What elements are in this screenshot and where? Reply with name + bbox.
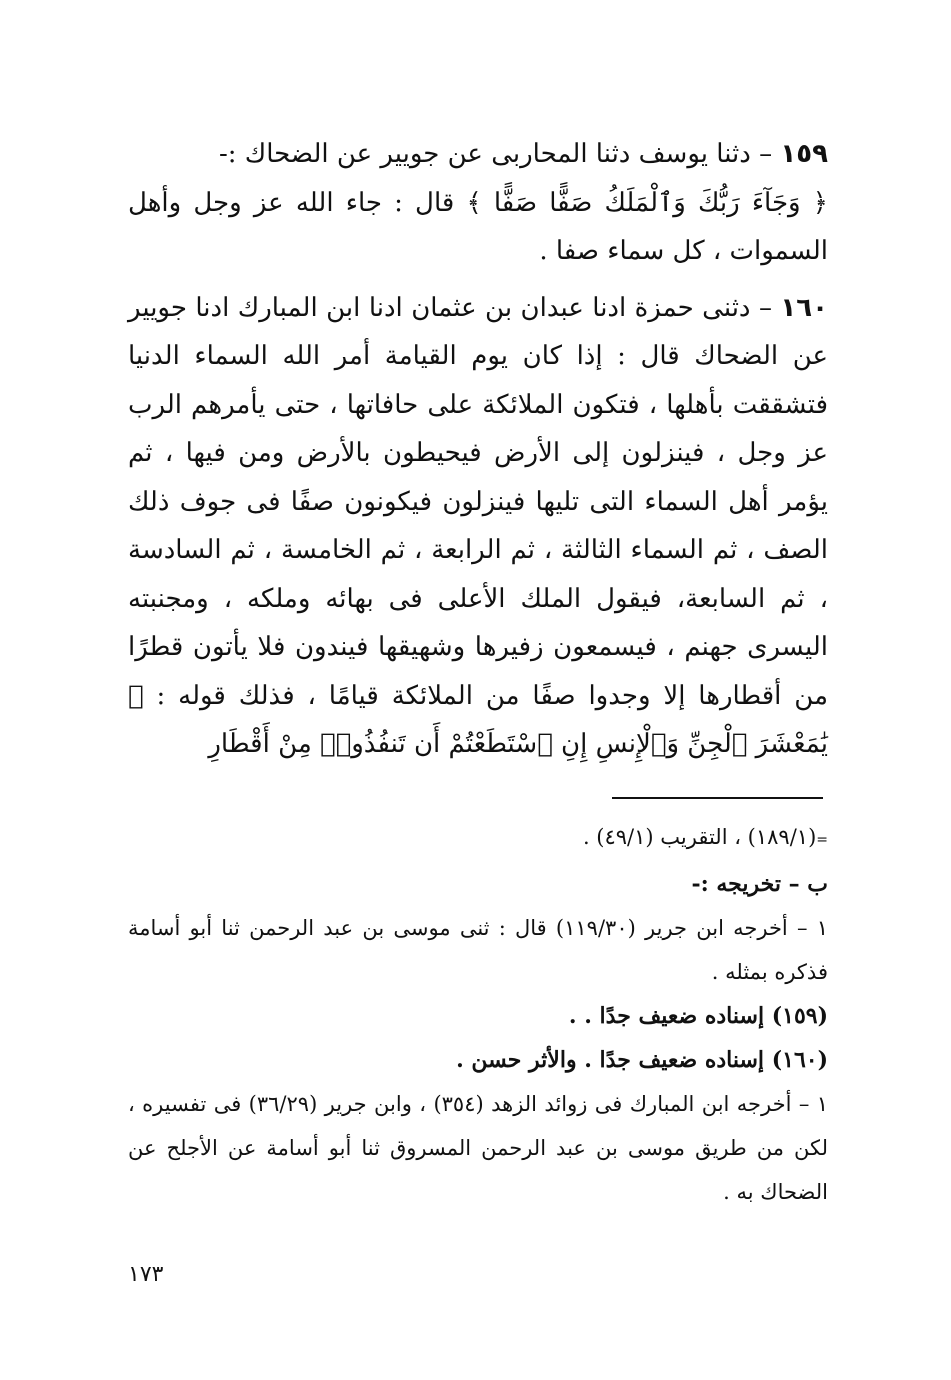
grade-160: (١٦٠) إسناده ضعيف جدًا . والأثر حسن . (456, 1047, 828, 1073)
footnote-separator (612, 797, 823, 799)
matn-text: قال : جاء الله عز وجل وأهل السموات ، كل سماء صفا . (128, 187, 828, 266)
quran-bracket-open: ﴿ (812, 187, 829, 218)
hadith-number: ١٦٠ (780, 292, 828, 323)
paragraph-159 (128, 130, 828, 276)
hadith-text: – دثنى حمزة ادنا عبدان بن عثمان ادنا ابن المبارك ادنا جويير عن الضحاك قال : إذا كان يوم القيامة أمر الله السماء الدنيا فتشققت بأهلها ، فتكون الملائكة على حافاتها ، حتى يأمرهم الرب عز وجل ، فينزلون إلى الأرض فيحيطون بالأرض ومن فيها ، ثم يؤمر أهل السماء التى تليها فينزلون فيكونون صفًا فى جوف ذلك الصف ، ثم السماء الثالثة ، ثم الرابعة ، ثم الخامسة ، ثم السادسة ، ثم السابعة، فيقول الملك الأعلى فى بهائه وملكه ، ومجنبته اليسرى جهنم ، فيسمعون زفيرها وشهيقها فيندون فلا يأتون قطرًا من أقطارها إلا وجدوا صفًا من الملائكة قيامًا ، فذلك قوله : (128, 292, 828, 711)
paragraph-160 (128, 284, 828, 769)
footnote-text: (١٨٩/١) ، التقريب (٤٩/١) . (582, 825, 817, 849)
footnote-continuation (128, 815, 828, 862)
grade-159: (١٥٩) إسناده ضعيف جدًا . . (568, 1003, 828, 1029)
continuation-mark: = (816, 832, 828, 848)
takhrij-item-2: ١ – أخرجه ابن المبارك فى زوائد الزهد (٣٥٤) ، وابن جرير (٣٦/٢٩) فى تفسيره ، لكن من طريق موسى بن عبد الرحمن المسروق ثنا أبو أسامة عن الأجلح عن الضحاك به . (128, 1092, 829, 1204)
isnad-text: – دثنا يوسف دثنا المحاربى عن جويير عن الضحاك :- (218, 139, 781, 169)
main-text (128, 130, 828, 769)
quran-verse: وَجَآءَ رَبُّكَ وَٱلْمَلَكُ صَفًّا صَفًّا (481, 187, 813, 218)
takhrij-heading: ب – تخريجه :- (691, 871, 828, 897)
quran-bracket-open: ﴿ (128, 680, 144, 711)
takhrij-item-1: ١ – أخرجه ابن جرير (١١٩/٣٠) قال : ثنى موسى بن عبد الرحمن ثنا أبو أسامة فذكره بمثله . (128, 916, 828, 984)
quran-verse: يَٰمَعْشَرَ ٱلْجِنِّ وَٱلْإِنسِ إِنِ ٱسْتَطَعْتُمْ أَن تَنفُذُوا۟ مِنْ أَقْطَارِ (208, 729, 828, 759)
footnotes (128, 815, 828, 1214)
page-number: ١٧٣ (128, 1262, 164, 1287)
quran-bracket-close: ﴾ (466, 187, 482, 218)
hadith-number: ١٥٩ (780, 139, 828, 169)
